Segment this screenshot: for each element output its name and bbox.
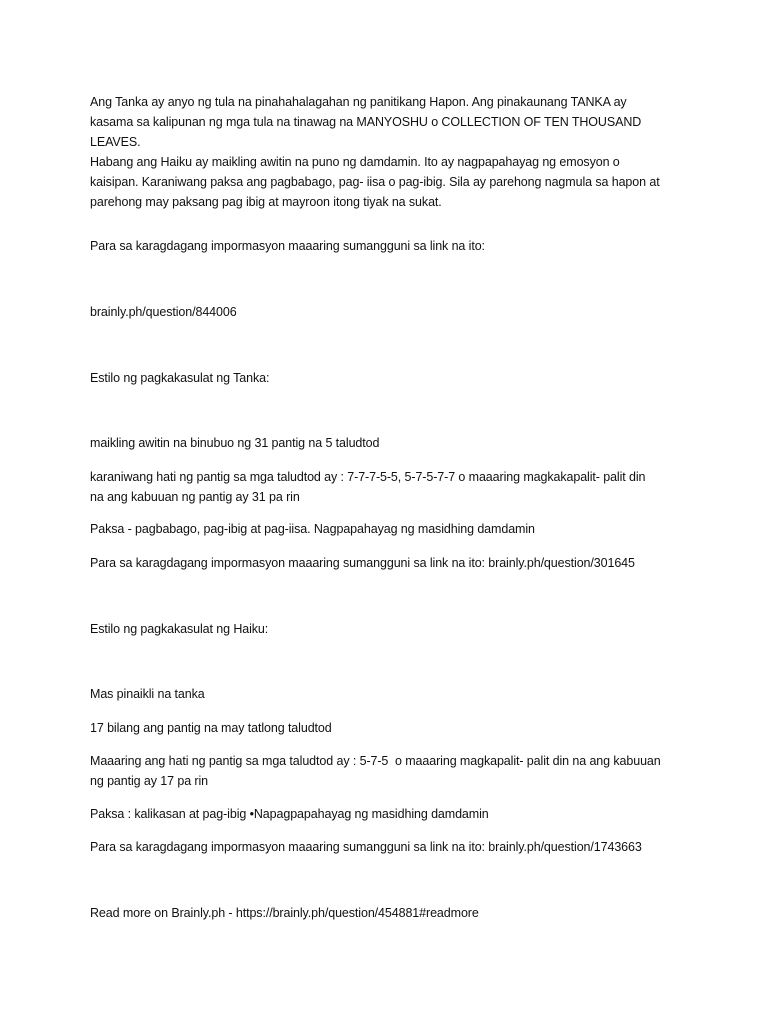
- haiku-point-division: Maaaring ang hati ng pantig sa mga taludtod ay : 5-7-5 o maaaring magkapalit- palit din na ang kabuuan ng pantig ay 17 pa rin: [90, 754, 661, 788]
- tanka-point-topic: Paksa - pagbabago, pag-ibig at pag-iisa. Nagpapahayag ng masidhing damdamin: [90, 522, 535, 536]
- tanka-point-division: karaniwang hati ng pantig sa mga taludtod ay : 7-7-7-5-5, 5-7-5-7-7 o maaaring magkakapalit- palit din na ang kabuuan ng pantig ay 31 pa rin: [90, 470, 646, 504]
- haiku-heading: Estilo ng pagkakasulat ng Haiku:: [90, 622, 269, 636]
- tanka-point-syllables: maikling awitin na binubuo ng 31 pantig na 5 taludtod: [90, 436, 380, 450]
- haiku-point-syllables: 17 bilang ang pantig na may tatlong taludtod: [90, 721, 332, 735]
- more-info-text: Para sa karagdagang impormasyon maaaring sumangguni sa link na ito:: [90, 239, 485, 253]
- intro-paragraph: Ang Tanka ay anyo ng tula na pinahahalagahan ng panitikang Hapon. Ang pinakaunang TANKA ay kasama sa kalipunan ng mga tula na tinawag na MANYOSHU o COLLECTION OF TEN THOUSAND LEAVES. Habang ang Haiku ay maikling awitin na puno ng damdamin. Ito ay nagpapahayag ng emosyon o kaisipan. Karaniwang paksa ang pagbabago, pag- iisa o pag-ibig. Sila ay parehong nagmula sa hapon at parehong may paksang pag ibig at mayroon itong tiyak na sukat.: [90, 95, 660, 209]
- haiku-point-topic: Paksa : kalikasan at pag-ibig •Napagpapahayag ng masidhing damdamin: [90, 807, 489, 821]
- reference-link: brainly.ph/question/844006: [90, 305, 237, 319]
- tanka-heading: Estilo ng pagkakasulat ng Tanka:: [90, 371, 270, 385]
- tanka-more-info: Para sa karagdagang impormasyon maaaring sumangguni sa link na ito: brainly.ph/question/301645: [90, 556, 635, 570]
- read-more-text: Read more on Brainly.ph - https://brainly.ph/question/454881#readmore: [90, 906, 479, 920]
- haiku-more-info: Para sa karagdagang impormasyon maaaring sumangguni sa link na ito: brainly.ph/question/1743663: [90, 840, 642, 854]
- haiku-point-shorter: Mas pinaikli na tanka: [90, 687, 205, 701]
